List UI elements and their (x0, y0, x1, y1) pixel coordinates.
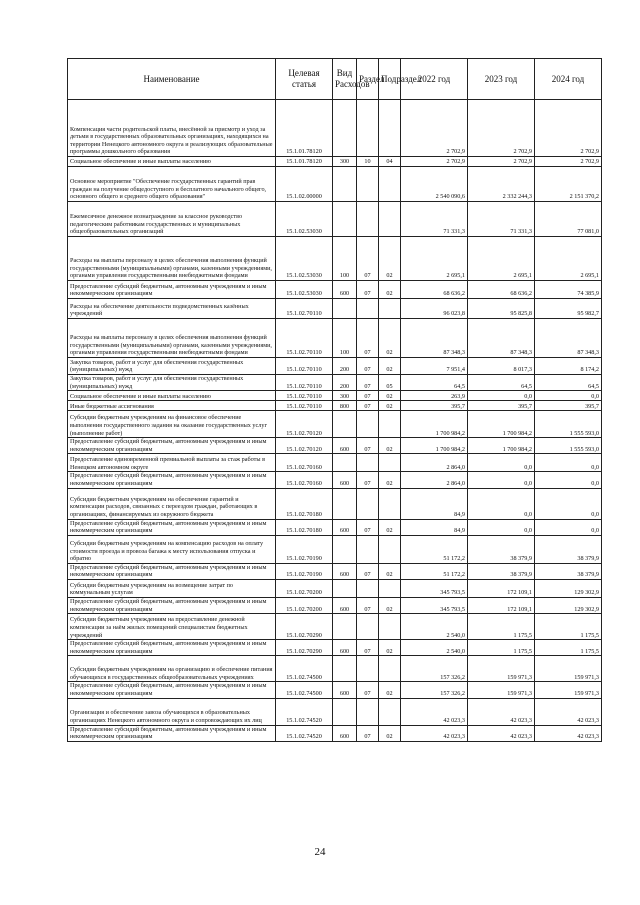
row-2024: 38 379,9 (535, 563, 602, 579)
row-target: 15.1.02.00000 (276, 167, 333, 202)
row-kind (333, 656, 357, 682)
row-2023: 2 332 244,3 (468, 167, 535, 202)
row-name: Предоставление субсидий бюджетным, автономным учреждениям и иным некоммерческим организациям (68, 519, 276, 535)
row-2024: 159 971,3 (535, 682, 602, 698)
row-section: 07 (357, 597, 379, 613)
row-name: Иные бюджетные ассигнования (68, 401, 276, 411)
row-2024: 42 023,3 (535, 725, 602, 741)
row-2022: 2 540 090,6 (401, 167, 468, 202)
row-subsection: 02 (379, 358, 401, 375)
row-name: Основное мероприятие "Обеспечение государственных гарантий прав граждан на получение общедоступного и бесплатного начального общего, основного общего и среднего общего образования" (68, 167, 276, 202)
row-name: Закупка товаров, работ и услуг для обеспечения государственных (муниципальных) нужд (68, 375, 276, 391)
row-2023: 0,0 (468, 519, 535, 535)
page-number: 24 (314, 846, 326, 858)
row-subsection (379, 698, 401, 725)
table-row (68, 281, 602, 299)
table-row (68, 656, 602, 682)
row-kind: 100 (333, 319, 357, 358)
row-section: 07 (357, 401, 379, 411)
row-2024: 1 555 593,0 (535, 411, 602, 438)
row-2024: 2 151 370,2 (535, 167, 602, 202)
row-2022: 68 636,2 (401, 281, 468, 299)
row-target: 15.1.02.53030 (276, 281, 333, 299)
row-subsection: 02 (379, 472, 401, 488)
row-2022: 64,5 (401, 375, 468, 391)
row-section: 07 (357, 319, 379, 358)
row-2022: 345 793,5 (401, 579, 468, 597)
row-2022: 2 540,0 (401, 640, 468, 656)
row-kind: 600 (333, 640, 357, 656)
row-2022: 395,7 (401, 401, 468, 411)
row-section: 07 (357, 391, 379, 401)
row-2023: 0,0 (468, 488, 535, 519)
row-2023: 68 636,2 (468, 281, 535, 299)
row-2022: 87 348,3 (401, 319, 468, 358)
row-name: Ежемесячное денежное вознаграждение за классное руководство педагогическим работникам государственных и муниципальных общеобразовательных организаций (68, 202, 276, 237)
row-2023: 1 175,5 (468, 640, 535, 656)
row-2023: 1 175,5 (468, 614, 535, 640)
row-subsection (379, 535, 401, 563)
table-row (68, 438, 602, 454)
row-2022: 2 702,9 (401, 100, 468, 157)
row-2023: 64,5 (468, 375, 535, 391)
row-subsection: 02 (379, 401, 401, 411)
row-subsection: 04 (379, 157, 401, 167)
row-target: 15.1.01.78120 (276, 100, 333, 157)
row-name: Предоставление субсидий бюджетным, автономным учреждениям и иным некоммерческим организациям (68, 438, 276, 454)
row-2023: 1 700 984,2 (468, 438, 535, 454)
row-2022: 96 023,8 (401, 299, 468, 319)
row-2022: 1 700 984,2 (401, 411, 468, 438)
row-2024: 2 695,1 (535, 237, 602, 281)
row-kind: 600 (333, 682, 357, 698)
row-2024: 1 175,5 (535, 614, 602, 640)
table-row (68, 472, 602, 488)
row-subsection (379, 299, 401, 319)
row-section: 07 (357, 519, 379, 535)
row-kind (333, 535, 357, 563)
row-subsection: 02 (379, 319, 401, 358)
row-2022: 71 331,3 (401, 202, 468, 237)
row-subsection: 02 (379, 519, 401, 535)
row-2024: 129 302,9 (535, 597, 602, 613)
row-name: Предоставление субсидий бюджетным, автономным учреждениям и иным некоммерческим организациям (68, 682, 276, 698)
row-target: 15.1.02.70160 (276, 472, 333, 488)
row-2023: 0,0 (468, 472, 535, 488)
row-name: Субсидии бюджетным учреждениям на предоставление денежной компенсации за наём жилых помещений специалистам бюджетных учреждений (68, 614, 276, 640)
row-name: Предоставление единовременной премиальной выплаты за стаж работы в Ненецком автономном округе (68, 454, 276, 472)
row-section (357, 535, 379, 563)
row-2024: 395,7 (535, 401, 602, 411)
row-2023: 2 695,1 (468, 237, 535, 281)
table-row (68, 375, 602, 391)
row-2024: 129 302,9 (535, 579, 602, 597)
row-kind: 100 (333, 237, 357, 281)
row-2023: 395,7 (468, 401, 535, 411)
row-2024: 1 555 593,0 (535, 438, 602, 454)
row-2023: 87 348,3 (468, 319, 535, 358)
row-2024: 38 379,9 (535, 535, 602, 563)
table-row (68, 682, 602, 698)
row-2022: 42 023,3 (401, 698, 468, 725)
row-2023: 95 825,8 (468, 299, 535, 319)
row-2023: 38 379,9 (468, 535, 535, 563)
row-2023: 2 702,9 (468, 157, 535, 167)
table-row (68, 614, 602, 640)
row-2023: 0,0 (468, 391, 535, 401)
row-name: Социальное обеспечение и иные выплаты населению (68, 157, 276, 167)
row-section (357, 202, 379, 237)
row-target: 15.1.01.78120 (276, 157, 333, 167)
row-target: 15.1.02.53030 (276, 202, 333, 237)
row-2024: 159 971,3 (535, 656, 602, 682)
row-kind: 600 (333, 438, 357, 454)
row-2022: 84,9 (401, 519, 468, 535)
row-2024: 1 175,5 (535, 640, 602, 656)
row-2023: 38 379,9 (468, 563, 535, 579)
row-target: 15.1.02.74500 (276, 656, 333, 682)
row-2023: 71 331,3 (468, 202, 535, 237)
row-2022: 157 326,2 (401, 656, 468, 682)
budget-table-container (67, 58, 601, 742)
row-target: 15.1.02.70200 (276, 597, 333, 613)
row-2024: 87 348,3 (535, 319, 602, 358)
row-kind (333, 488, 357, 519)
row-target: 15.1.02.53030 (276, 237, 333, 281)
row-name: Предоставление субсидий бюджетным, автономным учреждениям и иным некоммерческим организациям (68, 281, 276, 299)
row-2023: 172 109,1 (468, 597, 535, 613)
row-2024: 0,0 (535, 454, 602, 472)
row-target: 15.1.02.74500 (276, 682, 333, 698)
row-2022: 7 951,4 (401, 358, 468, 375)
row-2024: 74 385,9 (535, 281, 602, 299)
header-2023: 2023 год (468, 59, 535, 100)
row-2023: 42 023,3 (468, 698, 535, 725)
row-2024: 2 702,9 (535, 100, 602, 157)
row-subsection (379, 488, 401, 519)
row-kind: 800 (333, 401, 357, 411)
row-2024: 42 023,3 (535, 698, 602, 725)
row-target: 15.1.02.70290 (276, 640, 333, 656)
row-section (357, 698, 379, 725)
row-subsection: 02 (379, 237, 401, 281)
row-kind (333, 411, 357, 438)
row-target: 15.1.02.70110 (276, 358, 333, 375)
row-target: 15.1.02.70190 (276, 563, 333, 579)
row-name: Субсидии бюджетным учреждениям на финансовое обеспечение выполнения государственного задания на оказание государственных услуг (выполнение работ) (68, 411, 276, 438)
row-name: Субсидии бюджетным учреждениям на компенсацию расходов на оплату стоимости проезда и провоза багажа к месту использования отпуска и обратно (68, 535, 276, 563)
row-subsection (379, 579, 401, 597)
row-2023: 1 700 984,2 (468, 411, 535, 438)
row-kind (333, 614, 357, 640)
row-target: 15.1.02.70180 (276, 519, 333, 535)
row-2024: 64,5 (535, 375, 602, 391)
row-kind (333, 100, 357, 157)
row-2024: 0,0 (535, 391, 602, 401)
row-kind: 300 (333, 157, 357, 167)
row-section (357, 614, 379, 640)
table-row (68, 725, 602, 741)
table-row (68, 237, 602, 281)
row-subsection: 02 (379, 640, 401, 656)
row-section (357, 579, 379, 597)
table-row (68, 299, 602, 319)
row-name: Субсидии бюджетным учреждениям на обеспечение гарантий и компенсации расходов, связанных с переездом граждан, работающих в организациях, финансируемых из окружного бюджета (68, 488, 276, 519)
table-row (68, 401, 602, 411)
row-2022: 1 700 984,2 (401, 438, 468, 454)
table-row (68, 100, 602, 157)
table-body (68, 100, 602, 742)
row-name: Предоставление субсидий бюджетным, автономным учреждениям и иным некоммерческим организациям (68, 472, 276, 488)
row-2022: 2 702,9 (401, 157, 468, 167)
row-section (357, 167, 379, 202)
row-subsection (379, 202, 401, 237)
row-name: Социальное обеспечение и иные выплаты населению (68, 391, 276, 401)
table-row (68, 391, 602, 401)
row-kind: 600 (333, 472, 357, 488)
row-target: 15.1.02.70110 (276, 375, 333, 391)
header-kind: Вид Расходов (333, 59, 357, 100)
row-name: Предоставление субсидий бюджетным, автономным учреждениям и иным некоммерческим организациям (68, 563, 276, 579)
row-subsection (379, 167, 401, 202)
table-row (68, 319, 602, 358)
row-2022: 2 540,0 (401, 614, 468, 640)
row-name: Компенсация части родительской платы, внесённой за присмотр и уход за детьми в государственных образовательных организациях, находящихся на территории Ненецкого автономного округа и реализующих образовательные программы дошкольного образования (68, 100, 276, 157)
row-2023: 0,0 (468, 454, 535, 472)
row-2024: 0,0 (535, 519, 602, 535)
header-2022: 2022 год (401, 59, 468, 100)
row-section (357, 656, 379, 682)
table-row (68, 535, 602, 563)
row-name: Предоставление субсидий бюджетным, автономным учреждениям и иным некоммерческим организациям (68, 725, 276, 741)
row-kind: 600 (333, 281, 357, 299)
table-row (68, 167, 602, 202)
table-row (68, 698, 602, 725)
row-kind (333, 167, 357, 202)
row-section: 07 (357, 725, 379, 741)
row-target: 15.1.02.70200 (276, 579, 333, 597)
row-2022: 2 695,1 (401, 237, 468, 281)
row-name: Организация и обеспечение завоза обучающихся в образовательных организациях Ненецкого автономного округа и сопровождающих их лиц (68, 698, 276, 725)
table-row (68, 488, 602, 519)
table-row (68, 157, 602, 167)
row-subsection: 02 (379, 438, 401, 454)
row-section: 07 (357, 358, 379, 375)
row-2023: 2 702,9 (468, 100, 535, 157)
row-name: Предоставление субсидий бюджетным, автономным учреждениям и иным некоммерческим организациям (68, 597, 276, 613)
row-kind (333, 299, 357, 319)
row-2024: 2 702,9 (535, 157, 602, 167)
row-target: 15.1.02.70110 (276, 319, 333, 358)
row-section: 07 (357, 472, 379, 488)
row-section: 07 (357, 438, 379, 454)
table-row (68, 202, 602, 237)
row-2024: 95 982,7 (535, 299, 602, 319)
row-section: 10 (357, 157, 379, 167)
row-kind: 200 (333, 375, 357, 391)
row-2022: 345 793,5 (401, 597, 468, 613)
row-2022: 51 172,2 (401, 535, 468, 563)
row-2023: 8 017,3 (468, 358, 535, 375)
row-2022: 2 864,0 (401, 454, 468, 472)
row-kind: 200 (333, 358, 357, 375)
row-section: 07 (357, 682, 379, 698)
table-row (68, 411, 602, 438)
row-target: 15.1.02.74520 (276, 725, 333, 741)
row-subsection (379, 656, 401, 682)
row-kind (333, 202, 357, 237)
table-row (68, 563, 602, 579)
budget-table (67, 58, 602, 742)
row-section (357, 100, 379, 157)
row-2023: 172 109,1 (468, 579, 535, 597)
row-subsection (379, 411, 401, 438)
row-kind (333, 698, 357, 725)
row-subsection: 02 (379, 597, 401, 613)
row-name: Субсидии бюджетным учреждениям на возмещение затрат по коммунальным услугам (68, 579, 276, 597)
row-target: 15.1.02.70120 (276, 411, 333, 438)
row-section: 07 (357, 375, 379, 391)
row-2023: 159 971,3 (468, 682, 535, 698)
row-section: 07 (357, 281, 379, 299)
table-row (68, 640, 602, 656)
row-kind: 300 (333, 391, 357, 401)
row-name: Закупка товаров, работ и услуг для обеспечения государственных (муниципальных) нужд (68, 358, 276, 375)
row-subsection: 02 (379, 563, 401, 579)
table-row (68, 579, 602, 597)
row-subsection (379, 614, 401, 640)
row-2023: 42 023,3 (468, 725, 535, 741)
row-subsection: 02 (379, 725, 401, 741)
row-subsection: 02 (379, 682, 401, 698)
row-2022: 157 326,2 (401, 682, 468, 698)
row-section (357, 488, 379, 519)
row-2022: 51 172,2 (401, 563, 468, 579)
row-target: 15.1.02.70180 (276, 488, 333, 519)
row-subsection: 02 (379, 281, 401, 299)
row-section (357, 411, 379, 438)
row-target: 15.1.02.70110 (276, 391, 333, 401)
table-row (68, 597, 602, 613)
table-row (68, 358, 602, 375)
header-target: Целевая статья (276, 59, 333, 100)
row-target: 15.1.02.70160 (276, 454, 333, 472)
row-target: 15.1.02.74520 (276, 698, 333, 725)
row-2024: 8 174,2 (535, 358, 602, 375)
row-2022: 2 864,0 (401, 472, 468, 488)
row-target: 15.1.02.70110 (276, 401, 333, 411)
row-kind: 600 (333, 725, 357, 741)
row-2024: 77 081,0 (535, 202, 602, 237)
header-section: Раздел (357, 59, 379, 100)
row-2022: 84,9 (401, 488, 468, 519)
row-subsection: 02 (379, 391, 401, 401)
row-target: 15.1.02.70290 (276, 614, 333, 640)
row-name: Расходы на выплаты персоналу в целях обеспечения выполнения функций государственными (муниципальными) органами, казенными учреждениями, органами управления государственными внебюджетными фондами (68, 319, 276, 358)
row-subsection (379, 100, 401, 157)
row-kind (333, 454, 357, 472)
row-name: Расходы на обеспечение деятельности подведомственных казённых учреждений (68, 299, 276, 319)
row-kind (333, 579, 357, 597)
row-kind: 600 (333, 519, 357, 535)
row-target: 15.1.02.70110 (276, 299, 333, 319)
row-section (357, 299, 379, 319)
header-subsection: Подраздел (379, 59, 401, 100)
row-section: 07 (357, 640, 379, 656)
row-2023: 159 971,3 (468, 656, 535, 682)
row-name: Предоставление субсидий бюджетным, автономным учреждениям и иным некоммерческим организациям (68, 640, 276, 656)
row-target: 15.1.02.70120 (276, 438, 333, 454)
row-2022: 42 023,3 (401, 725, 468, 741)
row-subsection (379, 454, 401, 472)
row-kind: 600 (333, 597, 357, 613)
row-name: Субсидии бюджетным учреждениям на организацию и обеспечение питания обучающихся в государственных общеобразовательных учреждениях (68, 656, 276, 682)
row-target: 15.1.02.70190 (276, 535, 333, 563)
row-2024: 0,0 (535, 488, 602, 519)
header-2024: 2024 год (535, 59, 602, 100)
row-section: 07 (357, 237, 379, 281)
row-section (357, 454, 379, 472)
table-row (68, 454, 602, 472)
row-2022: 263,9 (401, 391, 468, 401)
row-subsection: 05 (379, 375, 401, 391)
table-header-row (68, 59, 602, 100)
row-name: Расходы на выплаты персоналу в целях обеспечения выполнения функций государственными (муниципальными) органами, казенными учреждениями, органами управления государственными внебюджетными фондами (68, 237, 276, 281)
row-section: 07 (357, 563, 379, 579)
row-kind: 600 (333, 563, 357, 579)
row-2024: 0,0 (535, 472, 602, 488)
table-row (68, 519, 602, 535)
header-name: Наименование (68, 59, 276, 100)
